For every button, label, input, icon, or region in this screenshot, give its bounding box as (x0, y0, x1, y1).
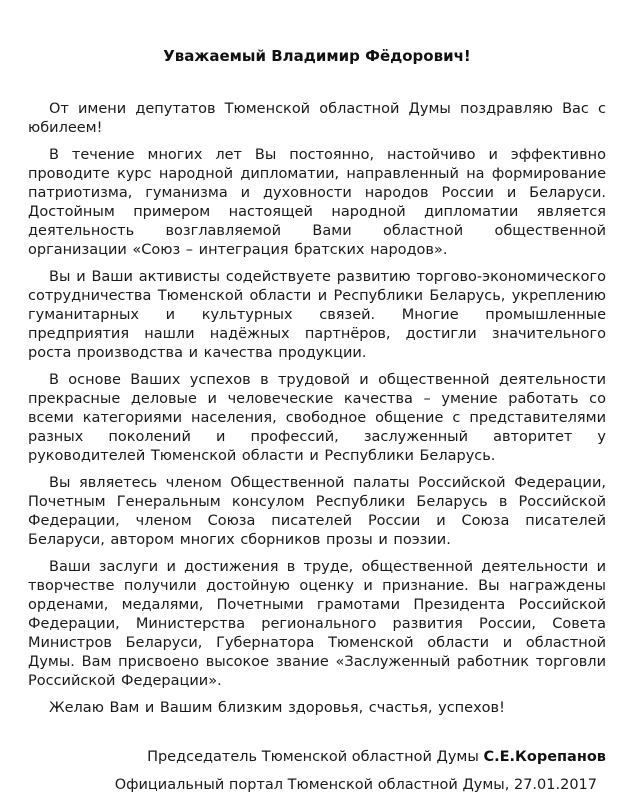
signature-line (28, 748, 606, 767)
footer-portal-line: Официальный портал Тюменской областной Думы, 27.01.2017 (114, 777, 597, 793)
paragraph-memberships: Вы являетесь членом Общественной палаты Российской Федерации, Почетным Генеральным консулом Республики Беларусь в Российской Федерации, членом Союза писателей России и Союза писателей Беларуси, автором многих сборников прозы и поэзии. (28, 475, 606, 548)
paragraph-cooperation: Вы и Ваши активисты содействуете развитию торгово-экономического сотрудничества Тюменской области и Республики Беларусь, укреплению гуманитарных и культурных связей. Многие промышленные предприятия нашли надёжных партнёров, достигли значительного роста производства и качества продукции. (28, 269, 606, 361)
paragraph-wishes: Желаю Вам и Вашим близким здоровья, счастья, успехов! (49, 700, 505, 716)
paragraph-qualities: В основе Ваших успехов в трудовой и общественной деятельности прекрасные деловые и человеческие качества – умение работать со всеми категориями населения, свободное общение с представителями разных поколений и профессий, заслуженный авторитет у руководителей Тюменской области и Республики Беларусь. (28, 372, 606, 464)
paragraph-diplomacy: В течение многих лет Вы постоянно, настойчиво и эффективно проводите курс народной дипломатии, направленный на формирование патриотизма, гуманизма и духовности народов России и Беларуси. Достойным примером настоящей народной дипломатии является деятельность возглавляемой Вами областной общественной организации «Союз – интеграция братских народов». (28, 147, 606, 258)
signature-name: С.Е.Корепанов (483, 749, 606, 765)
signature-prefix: Председатель Тюменской областной Думы (147, 749, 484, 765)
paragraph-greeting: От имени депутатов Тюменской областной Думы поздравляю Вас с юбилеем! (28, 101, 606, 136)
letter-title: Уважаемый Владимир Фёдорович! (163, 47, 471, 65)
paragraph-awards: Ваши заслуги и достижения в труде, общественной деятельности и творчестве получили достойную оценку и признание. Вы награждены орденами, медалями, Почетными грамотами Президента Российской Федерации, Министерства регионального развития России, Совета Министров Беларуси, Губернатора Тюменской области и областной Думы. Вам присвоено высокое звание «Заслуженный работник торговли Российской Федерации». (28, 559, 606, 689)
